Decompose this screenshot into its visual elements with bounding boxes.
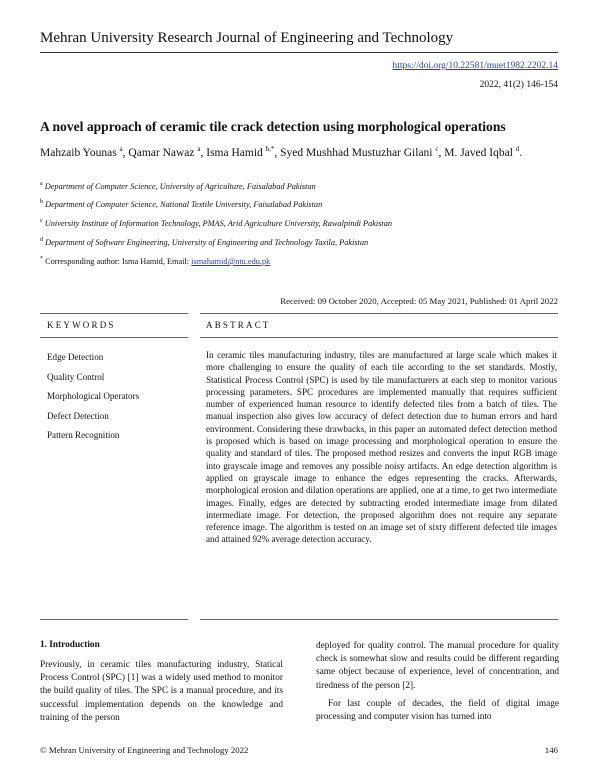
author-name: Qamar Nawaz [128,146,195,159]
publication-dates: Received: 09 October 2020, Accepted: 05 May 2021, Published: 01 April 2022 [280,296,558,306]
section-heading: 1. Introduction [40,640,100,650]
keyword-item: Morphological Operators [47,391,140,401]
keyword-item: Edge Detection [47,352,104,362]
author-list: Mahzaib Younas $^a$, Qamar Nawaz $^a$, Isma Hamid $^{b,*}$, Syed Mushhad Mustuzhar Gilani $^c$, M. Javed Iqbal $^d$. [40,145,523,159]
page-number: 146 [544,745,558,755]
author-name: Syed Mushhad Mustuzhar Gilani [280,146,433,159]
body-column-right [316,640,559,724]
author-name: Mahzaib Younas [40,146,117,159]
issue-info: 2022, 41(2) 146-154 [479,80,558,90]
abstract-top-rule [200,313,558,314]
affiliation: $^a$ Department of Computer Science, University of Agriculture, Faisalabad Pakistan [40,181,316,191]
keyword-item: Pattern Recognition [47,430,120,440]
keyword-item: Defect Detection [47,410,109,421]
author-affiliation-mark: b,* [265,145,275,153]
keyword-list [47,348,139,446]
author-name: M. Javed Iqbal [444,146,513,159]
abstract-bottom-rule [200,619,558,620]
author-affiliation-mark: d [515,145,520,153]
journal-name: Mehran University Research Journal of Engineering and Technology [40,30,454,46]
keywords-heading: KEYWORDS [47,320,116,330]
affiliation: $^b$ Department of Computer Science, National Textile University, Faisalabad Pakistan [40,199,323,209]
abstract-text: In ceramic tiles manufacturing industry, tiles are manufactured at large scale which makes it more challenging to ensure the quality of each tile according to the set standards. Mostly, Statistical Process Control (SPC) is used by tile manufacturers at each step to monitor various processing parameters. SPC procedures are implemented manually that requires sufficient number of experienced human resource to identify defected tiles from a batch of tiles. The manual inspection also gives low accuracy of defect detection due to human errors and hard environment. Considering these drawbacks, in this paper an automated defect detection method is proposed which is based on image processing and morphological operation to ensure the quality and standard of tiles. The proposed method resizes and converts the input RGB image into grayscale image and removes any possible noisy artifacts. An edge detection algorithm is applied on grayscale image to enhance the edges representing the cracks. Afterwards, morphological erosion and dilation operations are applied, one at a time, to get two intermediate images. Finally, edges are detected by subtracting eroded intermediate image from dilated intermediate image. For detection, the proposed algorithm does not require any separate reference image. The algorithm is tested on an image set of sixty different defected tile images and attained 92% average detection accuracy. [206,350,557,545]
footer-copyright: © Mehran University of Engineering and Technology 2022 [40,745,249,755]
paragraph: deployed for quality control. The manual procedure for quality check is somewhat slow and results could be different regarding same object because of experience, level of concentration, and tiredness of the person [2]. [316,641,559,691]
affiliation: $^d$ Department of Software Engineering, University of Engineering and Technology Taxila, Pakistan [40,237,369,247]
keywords-heading-rule [40,337,188,338]
keywords-bottom-rule [40,619,188,620]
paper-title: A novel approach of ceramic tile crack detection using morphological operations [40,119,506,134]
abstract-heading: ABSTRACT [206,320,271,330]
author-name: Isma Hamid [206,146,263,159]
author-affiliation-mark: a [197,145,201,153]
doi-link[interactable]: https://doi.org/10.22581/muet1982.2202.14 [392,61,558,71]
affiliation: $^c$ University Institute of Information Technology, PMAS, Arid Agriculture University, Rawalpindi Pakistan [40,218,393,228]
corresponding-author: * Corresponding author: Isma Hamid, Email: ismahamid@ntu.edu.pk [40,256,271,266]
email-link[interactable]: ismahamid@ntu.edu.pk [191,256,271,266]
paragraph: For last couple of decades, the field of digital image processing and computer vision has turned into [316,698,559,723]
body-column-left: Previously, in ceramic tiles manufacturing industry, Statical Process Control (SPC) [1] was a widely used method to monitor the build quality of tiles. The SPC is a manual procedure, and its successful implementation depends on the knowledge and training of the person [40,660,283,723]
header-divider [40,52,558,53]
abstract-heading-rule [200,337,558,338]
keyword-item: Quality Control [47,371,105,382]
author-affiliation-mark: c [435,145,439,153]
keywords-top-rule [40,313,188,314]
author-affiliation-mark: a [119,145,123,153]
